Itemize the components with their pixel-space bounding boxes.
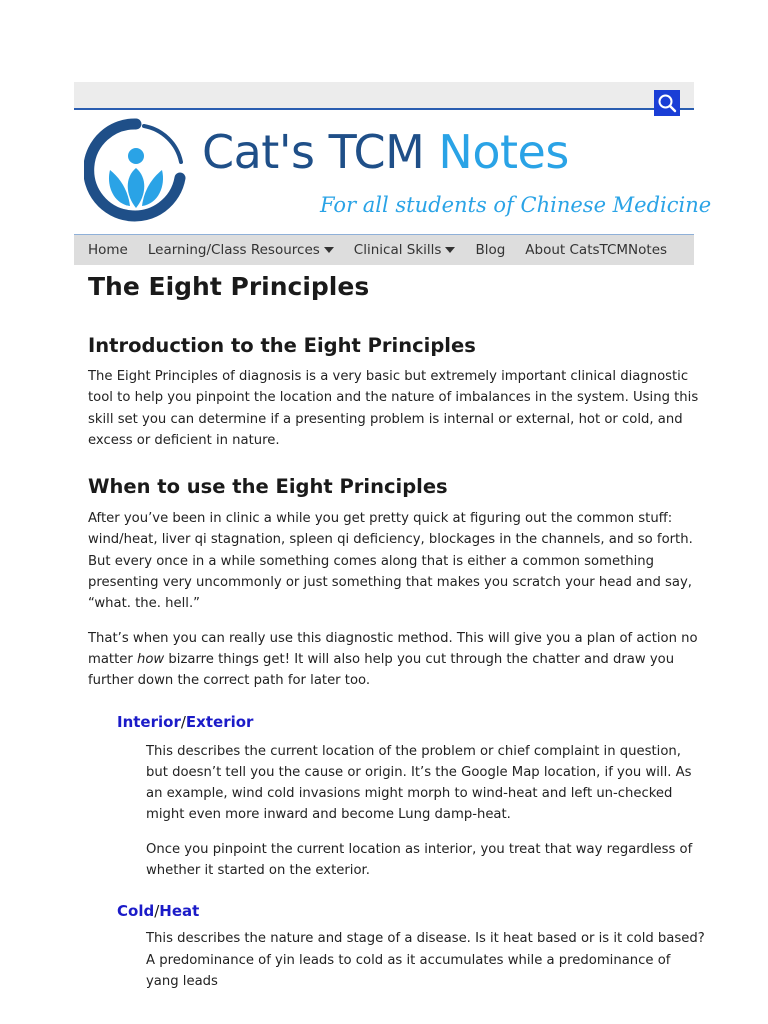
lotus-logo-icon <box>84 116 188 226</box>
when-p2-end: bizarre things get! It will also help you cut through the chatter and draw you further down the correct path for later too. <box>88 651 675 689</box>
nav-learning-label: Learning/Class Resources <box>147 242 320 258</box>
site-title-main: Cat's TCM <box>202 125 439 179</box>
interior-slash: / <box>180 712 186 731</box>
search-button[interactable] <box>654 90 680 116</box>
site-title-notes: Notes <box>438 125 569 179</box>
nav-home-label: Home <box>88 242 128 258</box>
when-p2-emphasis: how <box>137 651 165 667</box>
exterior-label: Exterior <box>185 712 254 731</box>
cold-slash: / <box>154 902 160 921</box>
when-heading: When to use the Eight Principles <box>88 475 448 499</box>
cold-label: Cold <box>117 902 155 921</box>
nav-clinical-label: Clinical Skills <box>353 242 442 258</box>
nav-about[interactable] <box>525 242 667 258</box>
heat-label: Heat <box>159 902 200 921</box>
site-banner[interactable] <box>84 114 712 230</box>
nav-blog-label: Blog <box>475 242 506 258</box>
intro-heading: Introduction to the Eight Principles <box>88 334 476 357</box>
nav-learning-resources[interactable] <box>148 242 334 258</box>
nav-home[interactable] <box>88 242 128 258</box>
interior-exterior-heading <box>88 710 713 734</box>
article <box>88 268 713 992</box>
cold-heat-heading <box>88 899 713 923</box>
interior-paragraph-1: This describes the current location of the problem or chief complaint in question, but doesn’t tell you the cause or origin. It’s the Google Map location, if you will. As an example, wind cold invasions might morph to wind-heat and left un-checked might even more inward and become Lung damp-heat. <box>146 743 692 823</box>
site-tagline: For all students of Chinese Medicine <box>320 193 712 217</box>
caret-down-icon <box>445 247 455 253</box>
caret-down-icon <box>324 247 334 253</box>
intro-paragraph: The Eight Principles of diagnosis is a very basic but extremely important clinical diagnostic tool to help you pinpoint the location and the nature of imbalances in the system. Using this skill set you can determine if a presenting problem is internal or external, hot or cold, and excess or deficient in nature. <box>88 369 699 448</box>
when-p2-start: That’s when you can really use this diagnostic method. This will give you a plan of action no matter <box>88 630 698 667</box>
main-nav <box>74 234 694 265</box>
interior-label: Interior <box>117 712 181 731</box>
search-icon <box>657 93 677 113</box>
nav-clinical-skills[interactable] <box>354 242 456 258</box>
nav-blog[interactable] <box>475 242 505 258</box>
when-paragraph-1: After you’ve been in clinic a while you get pretty quick at figuring out the common stuff: wind/heat, liver qi stagnation, spleen qi deficiency, blockages in the channels, and so forth. But every once in a while something comes along that is either a common something presenting very uncommonly or just something that makes you scratch your head and say, “what. the. hell.” <box>88 511 693 612</box>
top-bar <box>74 82 694 110</box>
site-title <box>202 124 569 180</box>
cold-heat-paragraph-1: This describes the nature and stage of a disease. Is it heat based or is it cold based? A predominance of yin leads to cold as it accumulates while a predominance of yang leads <box>146 931 705 989</box>
page-title: The Eight Principles <box>88 272 370 301</box>
interior-paragraph-2: Once you pinpoint the current location as interior, you treat that way regardless of whether it started on the exterior. <box>146 841 693 879</box>
when-paragraph-2 <box>88 628 713 692</box>
nav-about-label: About CatsTCMNotes <box>525 242 668 258</box>
